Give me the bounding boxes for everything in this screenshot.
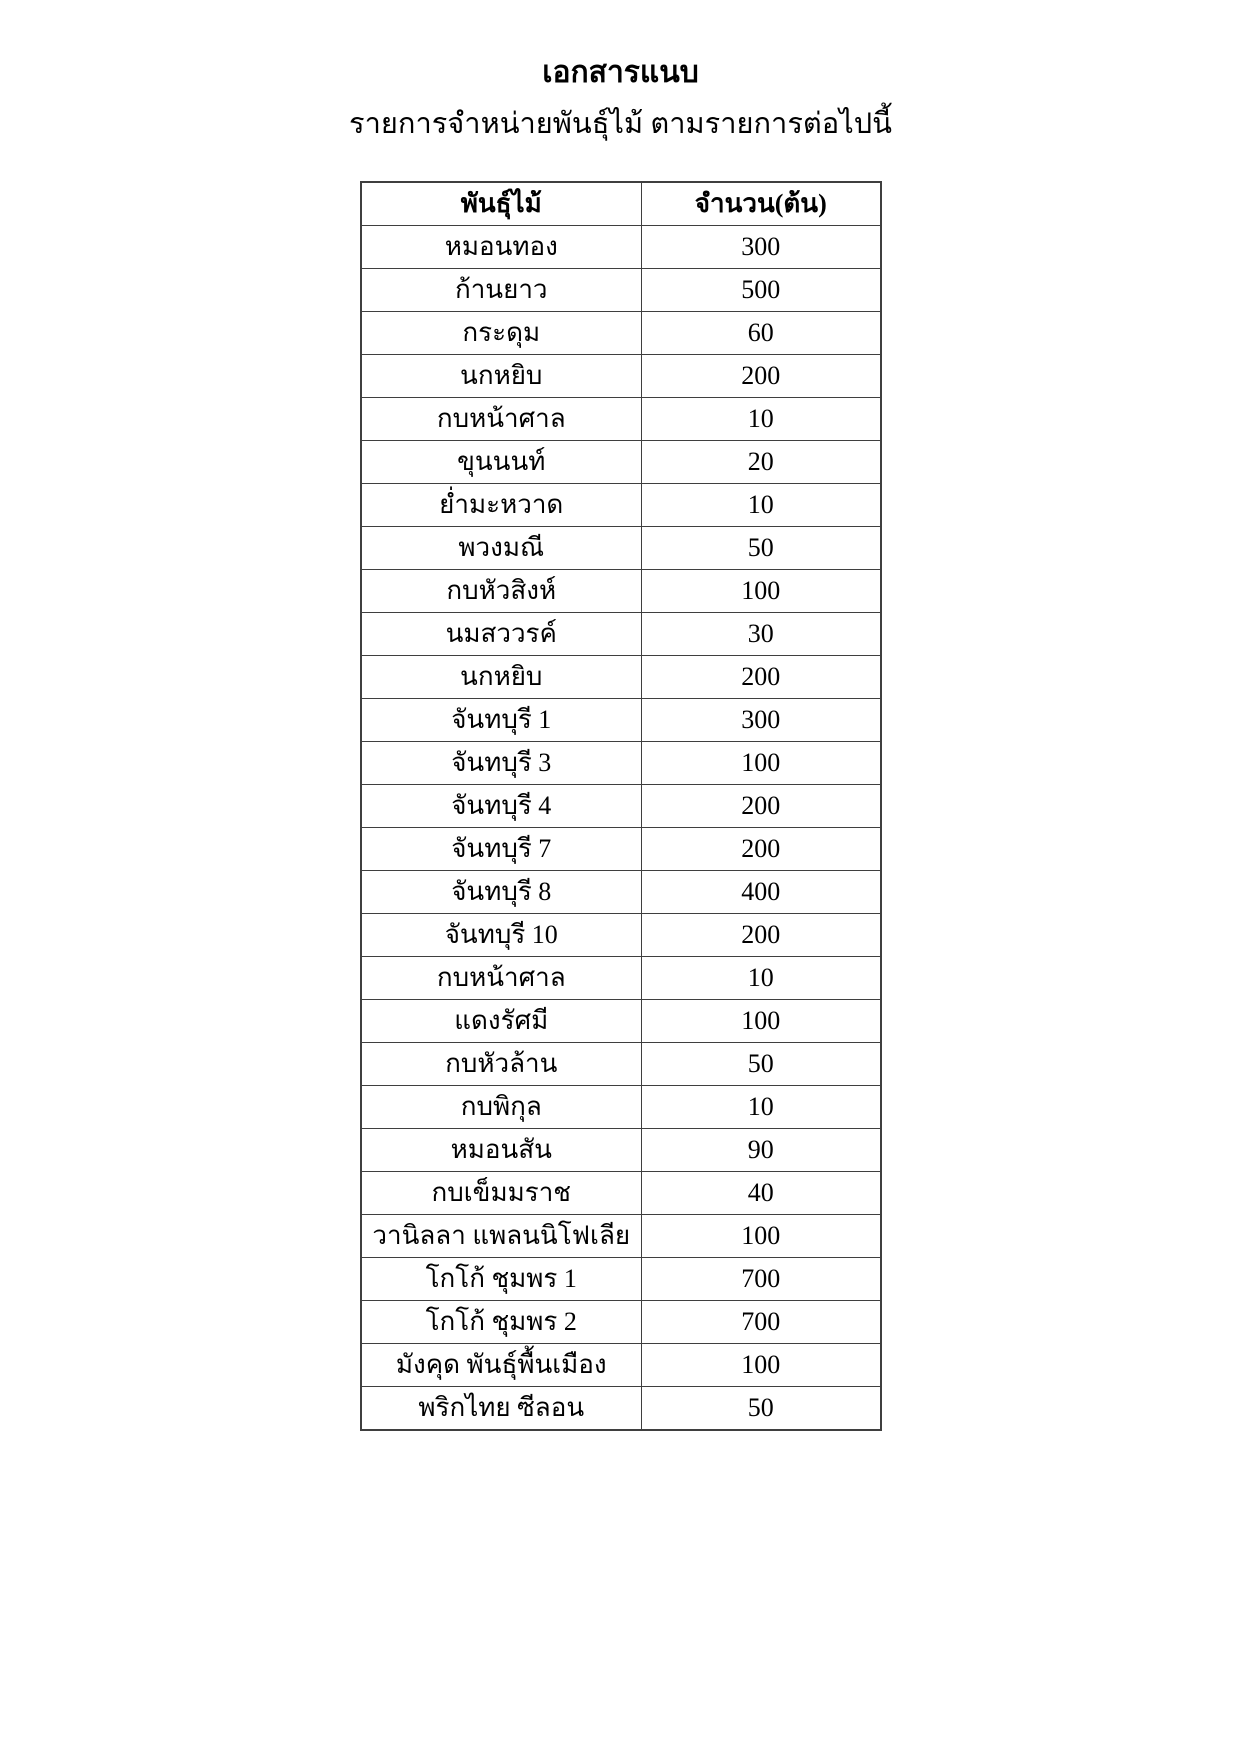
table-row bbox=[361, 1258, 881, 1301]
table-row bbox=[361, 484, 881, 527]
plant-name-cell: ขุนนนท์ bbox=[361, 441, 642, 484]
quantity-cell: 200 bbox=[642, 828, 881, 871]
table-row bbox=[361, 1344, 881, 1387]
quantity-cell: 200 bbox=[642, 914, 881, 957]
table-row bbox=[361, 1172, 881, 1215]
plant-table bbox=[360, 181, 882, 1431]
plant-name-cell: กบหน้าศาล bbox=[361, 957, 642, 1000]
table-row bbox=[361, 613, 881, 656]
quantity-cell: 10 bbox=[642, 957, 881, 1000]
plant-name-cell: จันทบุรี 4 bbox=[361, 785, 642, 828]
plant-name-cell: ย่ำมะหวาด bbox=[361, 484, 642, 527]
quantity-cell: 90 bbox=[642, 1129, 881, 1172]
table-row bbox=[361, 312, 881, 355]
table-row bbox=[361, 785, 881, 828]
table-row bbox=[361, 226, 881, 269]
plant-name-cell: กบเข็มมราช bbox=[361, 1172, 642, 1215]
table-row bbox=[361, 355, 881, 398]
plant-name-cell: กบพิกุล bbox=[361, 1086, 642, 1129]
plant-name-cell: โกโก้ ชุมพร 1 bbox=[361, 1258, 642, 1301]
quantity-cell: 200 bbox=[642, 785, 881, 828]
quantity-cell: 50 bbox=[642, 1043, 881, 1086]
header-row bbox=[361, 182, 881, 226]
table-row bbox=[361, 441, 881, 484]
quantity-cell: 500 bbox=[642, 269, 881, 312]
quantity-cell: 200 bbox=[642, 656, 881, 699]
table-row bbox=[361, 1129, 881, 1172]
quantity-cell: 100 bbox=[642, 1000, 881, 1043]
header-quantity: จำนวน(ต้น) bbox=[642, 182, 881, 226]
table-row bbox=[361, 1387, 881, 1431]
table-row bbox=[361, 871, 881, 914]
quantity-cell: 10 bbox=[642, 398, 881, 441]
plant-name-cell: กระดุม bbox=[361, 312, 642, 355]
table-row bbox=[361, 957, 881, 1000]
quantity-cell: 50 bbox=[642, 527, 881, 570]
plant-name-cell: โกโก้ ชุมพร 2 bbox=[361, 1301, 642, 1344]
quantity-cell: 700 bbox=[642, 1258, 881, 1301]
plant-table-header bbox=[361, 182, 881, 226]
quantity-cell: 40 bbox=[642, 1172, 881, 1215]
table-row bbox=[361, 699, 881, 742]
quantity-cell: 300 bbox=[642, 226, 881, 269]
plant-table-body bbox=[361, 226, 881, 1431]
quantity-cell: 200 bbox=[642, 355, 881, 398]
quantity-cell: 10 bbox=[642, 1086, 881, 1129]
plant-name-cell: หมอนสัน bbox=[361, 1129, 642, 1172]
table-row bbox=[361, 828, 881, 871]
quantity-cell: 400 bbox=[642, 871, 881, 914]
table-row bbox=[361, 742, 881, 785]
quantity-cell: 10 bbox=[642, 484, 881, 527]
plant-name-cell: นกหยิบ bbox=[361, 656, 642, 699]
plant-name-cell: กบหัวล้าน bbox=[361, 1043, 642, 1086]
quantity-cell: 50 bbox=[642, 1387, 881, 1431]
document-subtitle: รายการจำหน่ายพันธุ์ไม้ ตามรายการต่อไปนี้ bbox=[349, 107, 892, 140]
quantity-cell: 60 bbox=[642, 312, 881, 355]
plant-name-cell: จันทบุรี 8 bbox=[361, 871, 642, 914]
plant-name-cell: นมสววรค์ bbox=[361, 613, 642, 656]
quantity-cell: 700 bbox=[642, 1301, 881, 1344]
plant-name-cell: ก้านยาว bbox=[361, 269, 642, 312]
table-row bbox=[361, 398, 881, 441]
quantity-cell: 100 bbox=[642, 1215, 881, 1258]
plant-name-cell: พริกไทย ซีลอน bbox=[361, 1387, 642, 1431]
quantity-cell: 20 bbox=[642, 441, 881, 484]
table-row bbox=[361, 269, 881, 312]
quantity-cell: 100 bbox=[642, 1344, 881, 1387]
table-row bbox=[361, 1043, 881, 1086]
table-row bbox=[361, 1086, 881, 1129]
document-title: เอกสารแนบ bbox=[542, 56, 699, 89]
table-row bbox=[361, 914, 881, 957]
plant-name-cell: จันทบุรี 10 bbox=[361, 914, 642, 957]
table-row bbox=[361, 1301, 881, 1344]
plant-name-cell: กบหัวสิงห์ bbox=[361, 570, 642, 613]
plant-name-cell: จันทบุรี 3 bbox=[361, 742, 642, 785]
plant-name-cell: มังคุด พันธุ์พื้นเมือง bbox=[361, 1344, 642, 1387]
table-row bbox=[361, 1000, 881, 1043]
plant-name-cell: แดงรัศมี bbox=[361, 1000, 642, 1043]
header-plant-variety: พันธุ์ไม้ bbox=[361, 182, 642, 226]
table-row bbox=[361, 527, 881, 570]
plant-name-cell: จันทบุรี 7 bbox=[361, 828, 642, 871]
plant-name-cell: นกหยิบ bbox=[361, 355, 642, 398]
quantity-cell: 100 bbox=[642, 742, 881, 785]
plant-name-cell: หมอนทอง bbox=[361, 226, 642, 269]
plant-name-cell: วานิลลา แพลนนิโฟเลีย bbox=[361, 1215, 642, 1258]
quantity-cell: 300 bbox=[642, 699, 881, 742]
plant-name-cell: กบหน้าศาล bbox=[361, 398, 642, 441]
plant-name-cell: พวงมณี bbox=[361, 527, 642, 570]
plant-name-cell: จันทบุรี 1 bbox=[361, 699, 642, 742]
quantity-cell: 100 bbox=[642, 570, 881, 613]
table-row bbox=[361, 1215, 881, 1258]
quantity-cell: 30 bbox=[642, 613, 881, 656]
table-row bbox=[361, 656, 881, 699]
table-row bbox=[361, 570, 881, 613]
